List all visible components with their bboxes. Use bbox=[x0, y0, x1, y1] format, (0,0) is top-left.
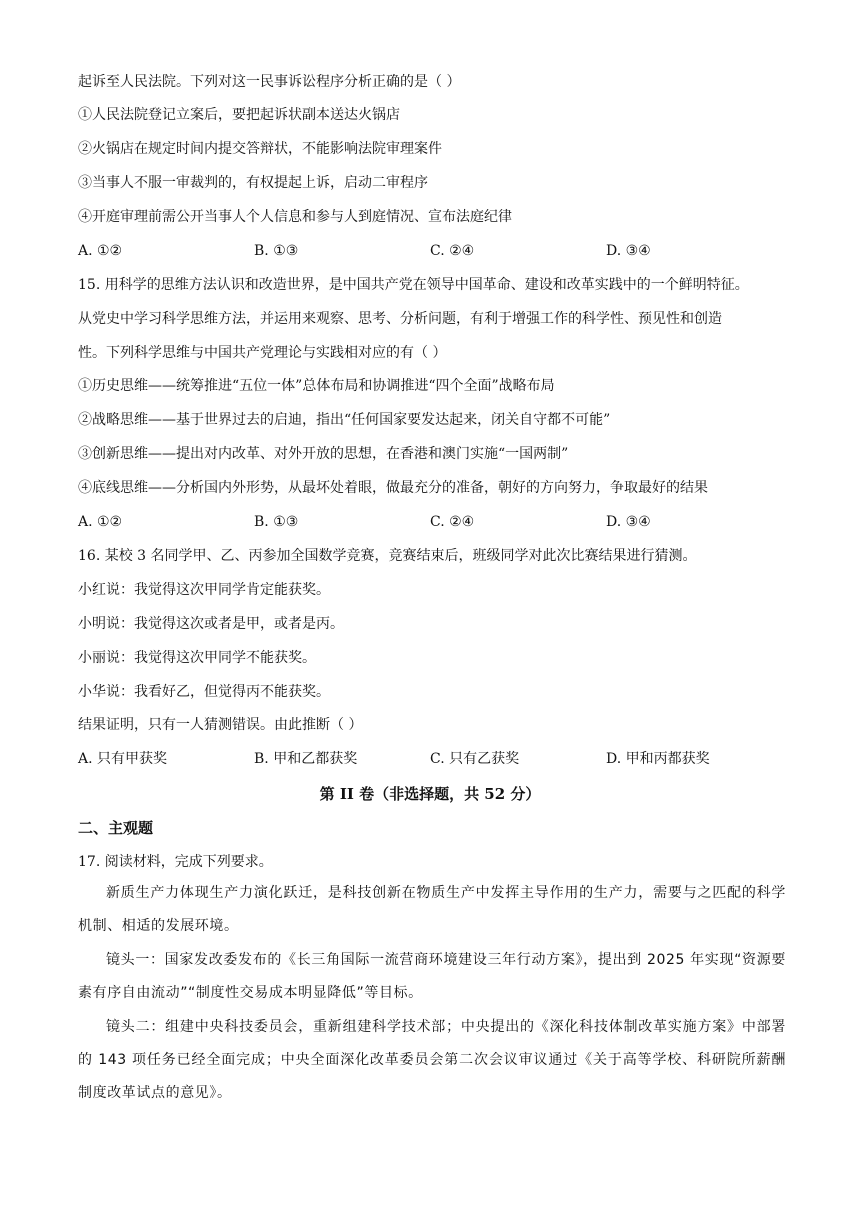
q16-line-5: 结果证明，只有一人猜测错误。由此推断（ ） bbox=[78, 717, 363, 733]
q15-option-d: D. ③④ bbox=[606, 514, 651, 530]
q15-option-a: A. ①② bbox=[78, 514, 123, 530]
q16-line-3: 小丽说：我觉得这次甲同学不能获奖。 bbox=[78, 650, 316, 666]
q16-line-4: 小华说：我看好乙，但觉得丙不能获奖。 bbox=[78, 684, 330, 700]
q15-option-b: B. ①③ bbox=[254, 514, 299, 530]
q14-item-1: ①人民法院登记立案后，要把起诉状副本送达火锅店 bbox=[78, 107, 400, 123]
q14-option-d: D. ③④ bbox=[606, 243, 651, 259]
q15-item-1: ①历史思维——统筹推进“五位一体”总体布局和协调推进“四个全面”战略布局 bbox=[78, 378, 555, 394]
q14-item-3: ③当事人不服一审裁判的，有权提起上诉，启动二审程序 bbox=[78, 175, 428, 191]
q16-option-b: B. 甲和乙都获奖 bbox=[254, 751, 358, 767]
q17-stem: 17. 阅读材料，完成下列要求。 bbox=[78, 854, 273, 870]
q14-option-c: C. ②④ bbox=[430, 243, 475, 259]
q15-item-4: ④底线思维——分析国内外形势，从最坏处着眼，做最充分的准备，朝好的方向努力，争取最好的结果 bbox=[78, 480, 708, 496]
q15-stem-line-2: 从党史中学习科学思维方法，并运用来观察、思考、分析问题，有利于增强工作的科学性、预见性和创造 bbox=[78, 311, 722, 327]
part-two-title: 第 II 卷（非选择题，共 52 分） bbox=[319, 785, 541, 803]
q16-stem: 16. 某校 3 名同学甲、乙、丙参加全国数学竞赛，竞赛结束后，班级同学对此次比赛结果进行猜测。 bbox=[78, 548, 697, 564]
q14-option-b: B. ①③ bbox=[254, 243, 299, 259]
q15-option-c: C. ②④ bbox=[430, 514, 475, 530]
q16-line-2: 小明说：我觉得这次或者是甲，或者是丙。 bbox=[78, 616, 344, 632]
q14-item-2: ②火锅店在规定时间内提交答辩状，不能影响法院审理案件 bbox=[78, 141, 442, 157]
q17-material-shot-2: 镜头二：组建中央科技委员会，重新组建科学技术部；中央提出的《深化科技体制改革实施方案》中部署的 143 项任务已经全面完成；中央全面深化改革委员会第二次会议审议通过《关于高等学校、科研院所薪酬制度改革试点的意见》。 bbox=[78, 1019, 786, 1101]
q15-item-3: ③创新思维——提出对内改革、对外开放的思想，在香港和澳门实施“一国两制” bbox=[78, 446, 569, 462]
q17-material-intro: 新质生产力体现生产力演化跃迁，是科技创新在物质生产中发挥主导作用的生产力，需要与之匹配的科学机制、相适的发展环境。 bbox=[78, 885, 786, 934]
q14-option-a: A. ①② bbox=[78, 243, 123, 259]
q16-line-1: 小红说：我觉得这次甲同学肯定能获奖。 bbox=[78, 582, 330, 598]
q14-item-4: ④开庭审理前需公开当事人个人信息和参与人到庭情况、宣布法庭纪律 bbox=[78, 209, 512, 225]
q15-stem-line-3: 性。下列科学思维与中国共产党理论与实践相对应的有（ ） bbox=[78, 345, 447, 361]
q14-stem-end: 起诉至人民法院。下列对这一民事诉讼程序分析正确的是（ ） bbox=[78, 74, 461, 90]
q17-material-shot-1: 镜头一：国家发改委发布的《长三角国际一流营商环境建设三年行动方案》，提出到 2025 年实现“资源要素有序自由流动”“制度性交易成本明显降低”等目标。 bbox=[78, 952, 786, 1001]
q15-stem-line-1: 15. 用科学的思维方法认识和改造世界，是中国共产党在领导中国革命、建设和改革实践中的一个鲜明特征。 bbox=[78, 277, 749, 293]
q16-option-d: D. 甲和丙都获奖 bbox=[606, 751, 710, 767]
q16-option-c: C. 只有乙获奖 bbox=[430, 751, 520, 767]
q15-item-2: ②战略思维——基于世界过去的启迪，指出“任何国家要发达起来，闭关自守都不可能” bbox=[78, 412, 611, 428]
section-heading: 二、主观题 bbox=[78, 819, 154, 837]
q16-option-a: A. 只有甲获奖 bbox=[78, 751, 168, 767]
